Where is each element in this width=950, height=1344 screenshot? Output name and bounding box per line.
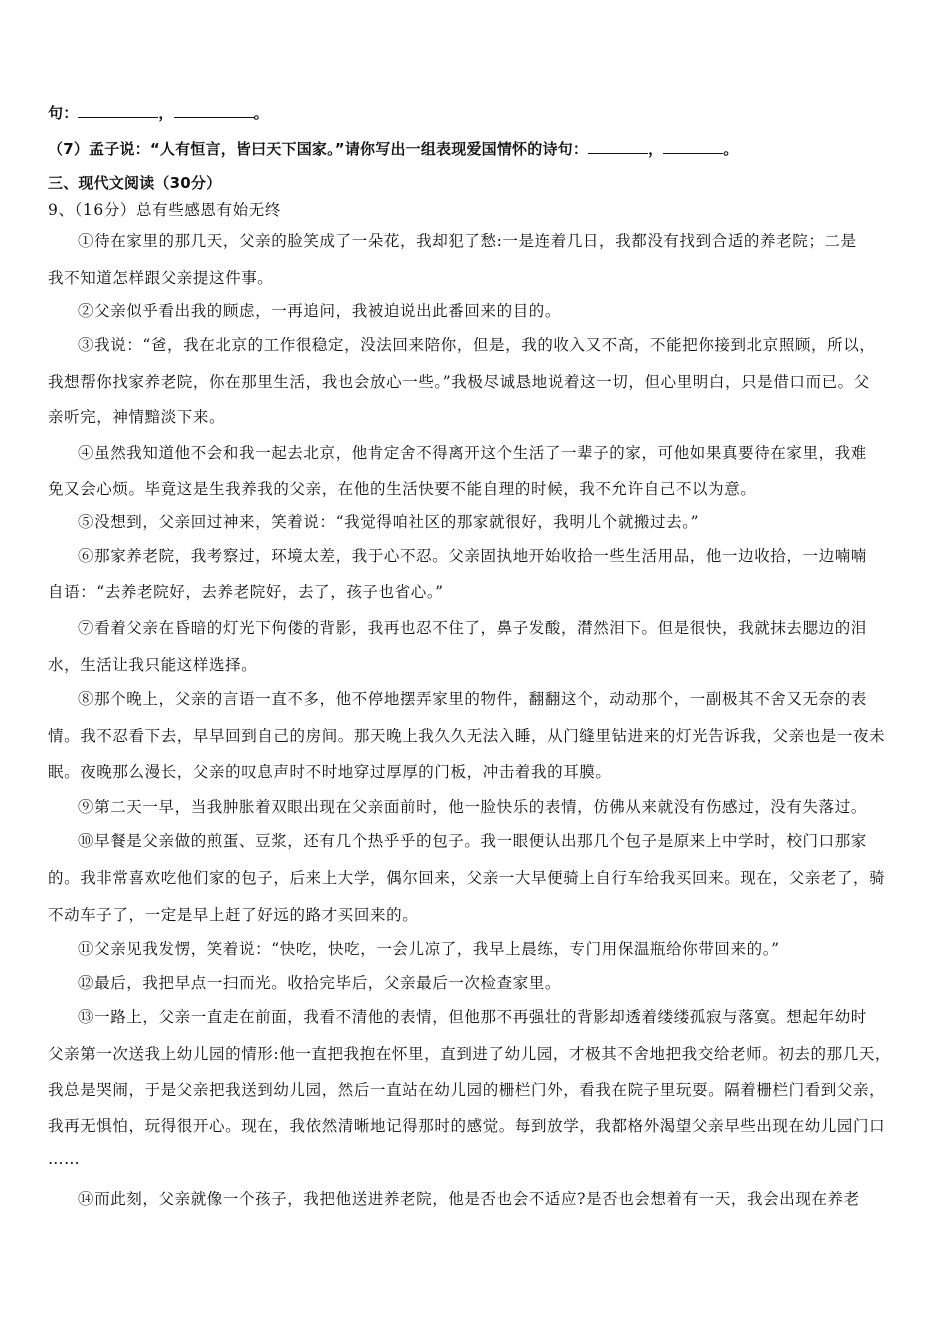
passage-line: 自语：“去养老院好，去养老院好，去了，孩子也省心。” (48, 583, 444, 601)
answer-blank[interactable] (78, 103, 158, 118)
passage-line: ⑪父亲见我发愣，笑着说：“快吃，快吃，一会儿凉了，我早上晨练，专门用保温瓶给你带回来的。” (78, 940, 780, 958)
passage-line: ⑭而此刻，父亲就像一个孩子，我把他送进养老院，他是否也会不适应?是否也会想着有一天，我会出现在养老 (78, 1190, 860, 1208)
q7-end: 。 (723, 140, 739, 158)
passage-line: 我总是哭闹，于是父亲把我送到幼儿园，然后一直站在幼儿园的栅栏门外，看我在院子里玩耍。隔着栅栏门看到父亲， (48, 1081, 886, 1099)
passage-line: ⑥那家养老院，我考察过，环境太差，我于心不忍。父亲固执地开始收拾一些生活用品，他一边收拾，一边喃喃 (78, 547, 867, 565)
passage-line: …… (48, 1150, 81, 1168)
question-9-heading: 9、（16分）总有些感恩有始无终 (48, 201, 281, 219)
passage-line: 父亲第一次送我上幼儿园的情形:他一直把我抱在怀里，直到进了幼儿园，才极其不舍地把我交给老师。初去的那几天， (48, 1045, 892, 1063)
section-3-title: 三、现代文阅读（30分） (48, 174, 222, 192)
passage-line: 眠。夜晚那么漫长，父亲的叹息声时不时地穿过厚厚的门板，冲击着我的耳膜。 (48, 763, 612, 781)
passage-line: ⑫最后，我把早点一扫而光。收拾完毕后，父亲最后一次检查家里。 (78, 974, 562, 992)
question-6-tail (48, 102, 269, 123)
passage-line: ⑨第二天一早，当我肿胀着双眼出现在父亲面前时，他一脸快乐的表情，仿佛从来就没有伤感过，没有失落过。 (78, 798, 867, 816)
answer-blank[interactable] (174, 103, 254, 118)
q7-separator: ， (648, 140, 664, 158)
answer-blank[interactable] (588, 139, 648, 154)
passage-line: 免又会心烦。毕竟这是生我养我的父亲，在他的生活快要不能自理的时候，我不允许自己不以为意。 (48, 480, 757, 498)
passage-line: ⑩早餐是父亲做的煎蛋、豆浆，还有几个热乎乎的包子。我一眼便认出那几个包子是原来上中学时，校门口那家 (78, 832, 867, 850)
q6-end: 。 (253, 104, 269, 122)
passage-line: 的。我非常喜欢吃他们家的包子，后来上大学，偶尔回来，父亲一大早便骑上自行车给我买回来。现在，父亲老了，骑 (48, 869, 886, 887)
passage-line: 情。我不忍看下去，早早回到自己的房间。那天晚上我久久无法入睡，从门缝里钻进来的灯光告诉我，父亲也是一夜未 (48, 727, 886, 745)
passage-line: ①待在家里的那几天，父亲的脸笑成了一朵花，我却犯了愁:一是连着几日，我都没有找到合适的养老院；二是 (78, 232, 857, 250)
q6-separator: ， (158, 104, 174, 122)
passage-line: ⑬一路上，父亲一直走在前面，我看不清他的表情，但他那不再强壮的背影却透着缕缕孤寂与落寞。想起年幼时 (78, 1008, 867, 1026)
passage-line: 亲听完，神情黯淡下来。 (48, 408, 226, 426)
q6-label: 句： (48, 104, 79, 122)
passage-line: ⑦看着父亲在昏暗的灯光下佝偻的背影，我再也忍不住了，鼻子发酸，潸然泪下。但是很快，我就抹去腮边的泪 (78, 619, 867, 637)
q7-text: （7）孟子说：“人有恒言，皆曰天下国家。”请你写出一组表现爱国情怀的诗句： (48, 140, 589, 158)
passage-line: 水，生活让我只能这样选择。 (48, 656, 258, 674)
passage-line: 我想帮你找家养老院，你在那里生活，我也会放心一些。”我极尽诚恳地说着这一切，但心里明白，只是借口而已。父 (48, 373, 870, 391)
passage-line: ②父亲似乎看出我的顾虑，一再追问，我被迫说出此番回来的目的。 (78, 302, 562, 320)
question-7 (48, 138, 738, 159)
passage-line: 不动车子了，一定是早上赶了好远的路才买回来的。 (48, 906, 419, 924)
passage-line: 我再无惧怕，玩得很开心。现在，我依然清晰地记得那时的感觉。每到放学，我都格外渴望父亲早些出现在幼儿园门口 (48, 1117, 886, 1135)
passage-line: 我不知道怎样跟父亲提这件事。 (48, 269, 274, 287)
passage-line: ⑧那个晚上，父亲的言语一直不多，他不停地摆弄家里的物件，翻翻这个，动动那个，一副极其不舍又无奈的表 (78, 690, 867, 708)
passage-line: ③我说：“爸，我在北京的工作很稳定，没法回来陪你，但是，我的收入又不高，不能把你接到北京照顾，所以， (78, 336, 876, 354)
answer-blank[interactable] (663, 139, 723, 154)
passage-line: ④虽然我知道他不会和我一起去北京，他肯定舍不得离开这个生活了一辈子的家，可他如果真要待在家里，我难 (78, 444, 867, 462)
passage-line: ⑤没想到，父亲回过神来，笑着说：“我觉得咱社区的那家就很好，我明儿个就搬过去。” (78, 513, 700, 531)
